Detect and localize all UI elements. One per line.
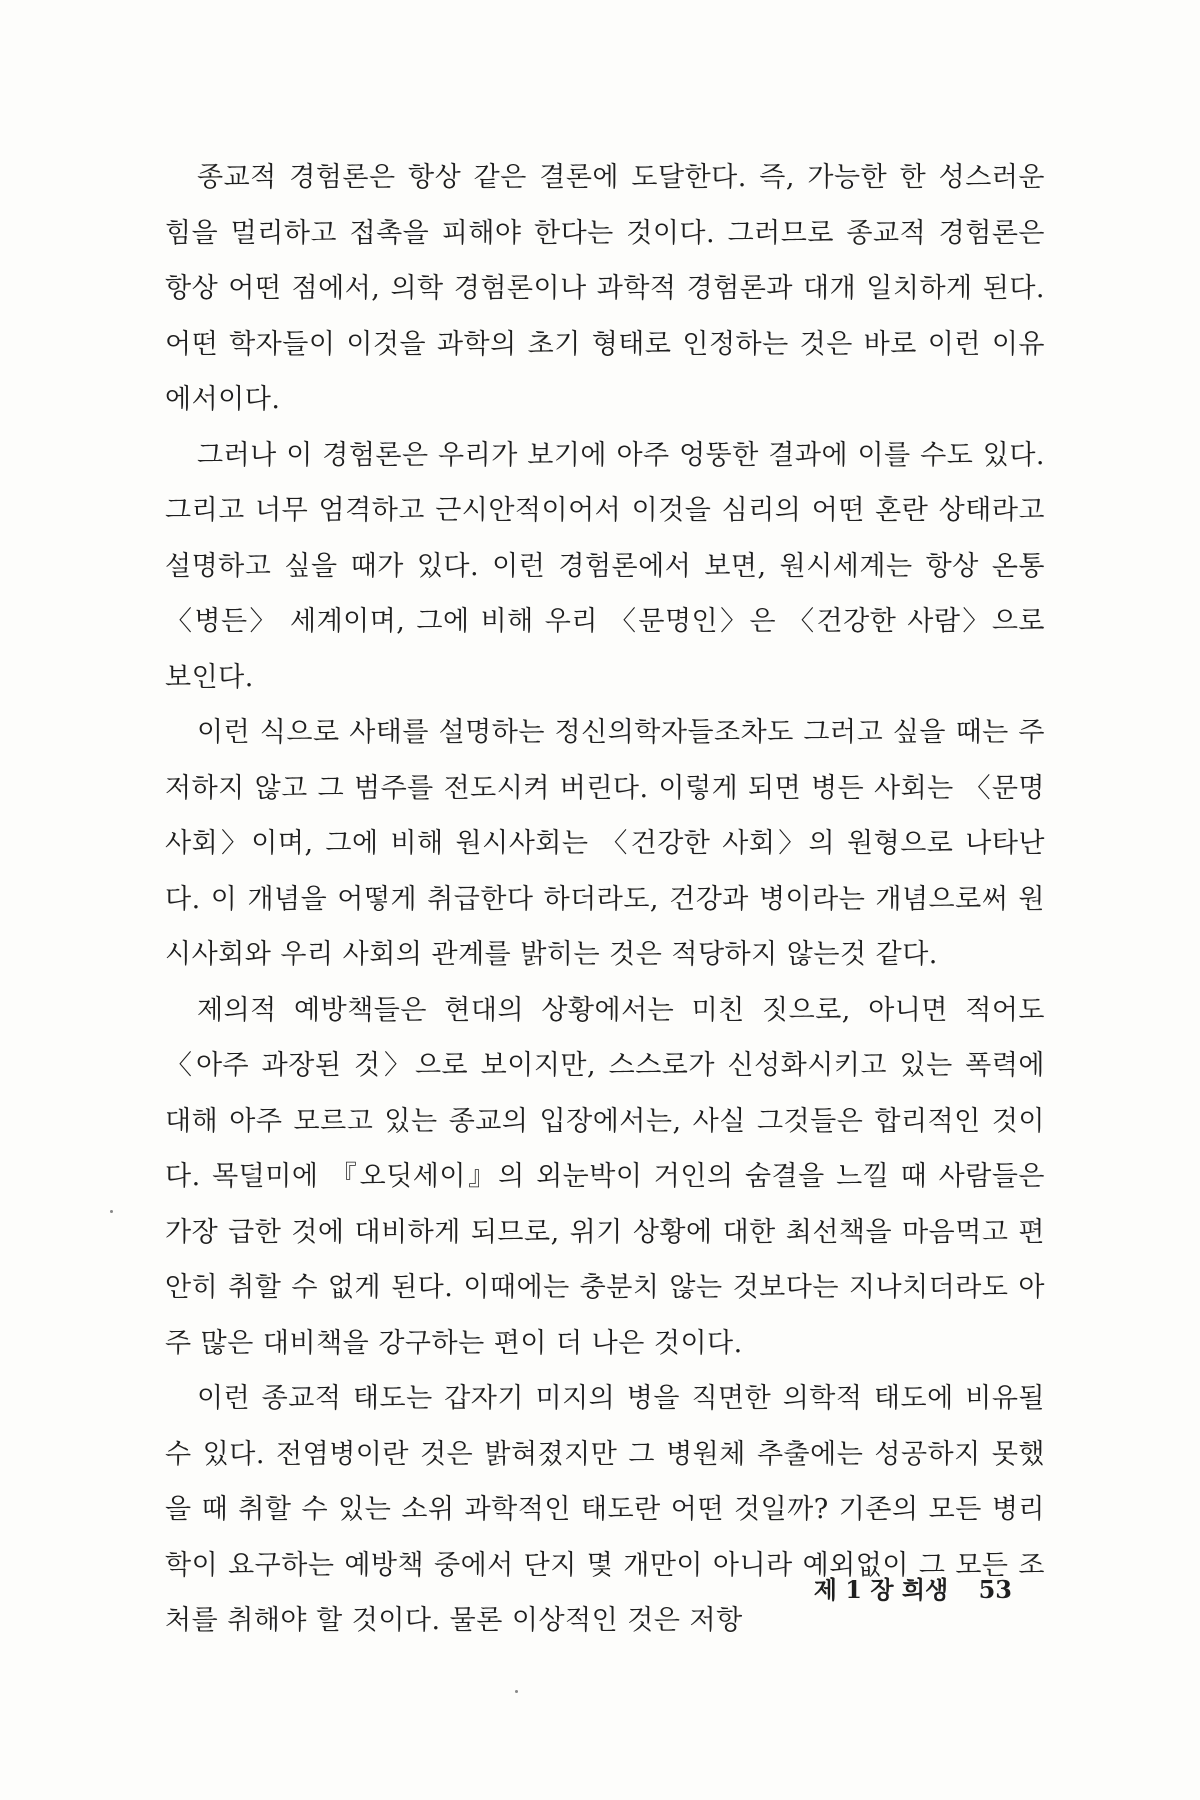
paragraph: 종교적 경험론은 항상 같은 결론에 도달한다. 즉, 가능한 한 성스러운 힘을 멀리하고 접촉을 피해야 한다는 것이다. 그러므로 종교적 경험론은 항상 어떤 점에서, 의학 경험론이나 과학적 경험론과 대개 일치하게 된다. 어떤 학자들이 이것을 과학의 초기 형태로 인정하는 것은 바로 이런 이유에서이다.: [165, 162, 1045, 415]
scan-speck: [515, 1690, 518, 1693]
scan-speck: [110, 1210, 113, 1213]
paragraph: 이런 식으로 사태를 설명하는 정신의학자들조차도 그러고 싶을 때는 주저하지 않고 그 범주를 전도시켜 버린다. 이렇게 되면 병든 사회는 〈문명사회〉이며, 그에 비해 원시사회는 〈건강한 사회〉의 원형으로 나타난다. 이 개념을 어떻게 취급한다 하더라도, 건강과 병이라는 개념으로써 원시사회와 우리 사회의 관계를 밝히는 것은 적당하지 않는것 같다.: [165, 717, 1045, 970]
paragraph: 제의적 예방책들은 현대의 상황에서는 미친 짓으로, 아니면 적어도 〈아주 과장된 것〉으로 보이지만, 스스로가 신성화시키고 있는 폭력에 대해 아주 모르고 있는 종교의 입장에서는, 사실 그것들은 합리적인 것이다. 목덜미에 『오딧세이』의 외눈박이 거인의 숨결을 느낄 때 사람들은 가장 급한 것에 대비하게 되므로, 위기 상황에 대한 최선책을 마음먹고 편안히 취할 수 없게 된다. 이때에는 충분치 않는 것보다는 지나치더라도 아주 많은 대비책을 강구하는 편이 더 나은 것이다.: [165, 994, 1045, 1359]
page-footer: [814, 1570, 1012, 1605]
paragraph: 그러나 이 경험론은 우리가 보기에 아주 엉뚱한 결과에 이를 수도 있다. 그리고 너무 엄격하고 근시안적이어서 이것을 심리의 어떤 혼란 상태라고 설명하고 싶을 때가 있다. 이런 경험론에서 보면, 원시세계는 항상 온통 〈병든〉 세계이며, 그에 비해 우리 〈문명인〉은 〈건강한 사람〉으로 보인다.: [165, 439, 1045, 693]
paragraph: 이런 종교적 태도는 갑자기 미지의 병을 직면한 의학적 태도에 비유될 수 있다. 전염병이란 것은 밝혀졌지만 그 병원체 추출에는 성공하지 못했을 때 취할 수 있는 소위 과학적인 태도란 어떤 것일까? 기존의 모든 병리학이 요구하는 예방책 중에서 단지 몇 개만이 아니라 예외없이 그 모든 조처를 취해야 할 것이다. 물론 이상적인 것은 저항: [165, 1383, 1045, 1636]
body-text: [165, 150, 1045, 1649]
running-head: 제 1 장 희생: [813, 1575, 949, 1604]
page-number: 53: [978, 1575, 1012, 1604]
